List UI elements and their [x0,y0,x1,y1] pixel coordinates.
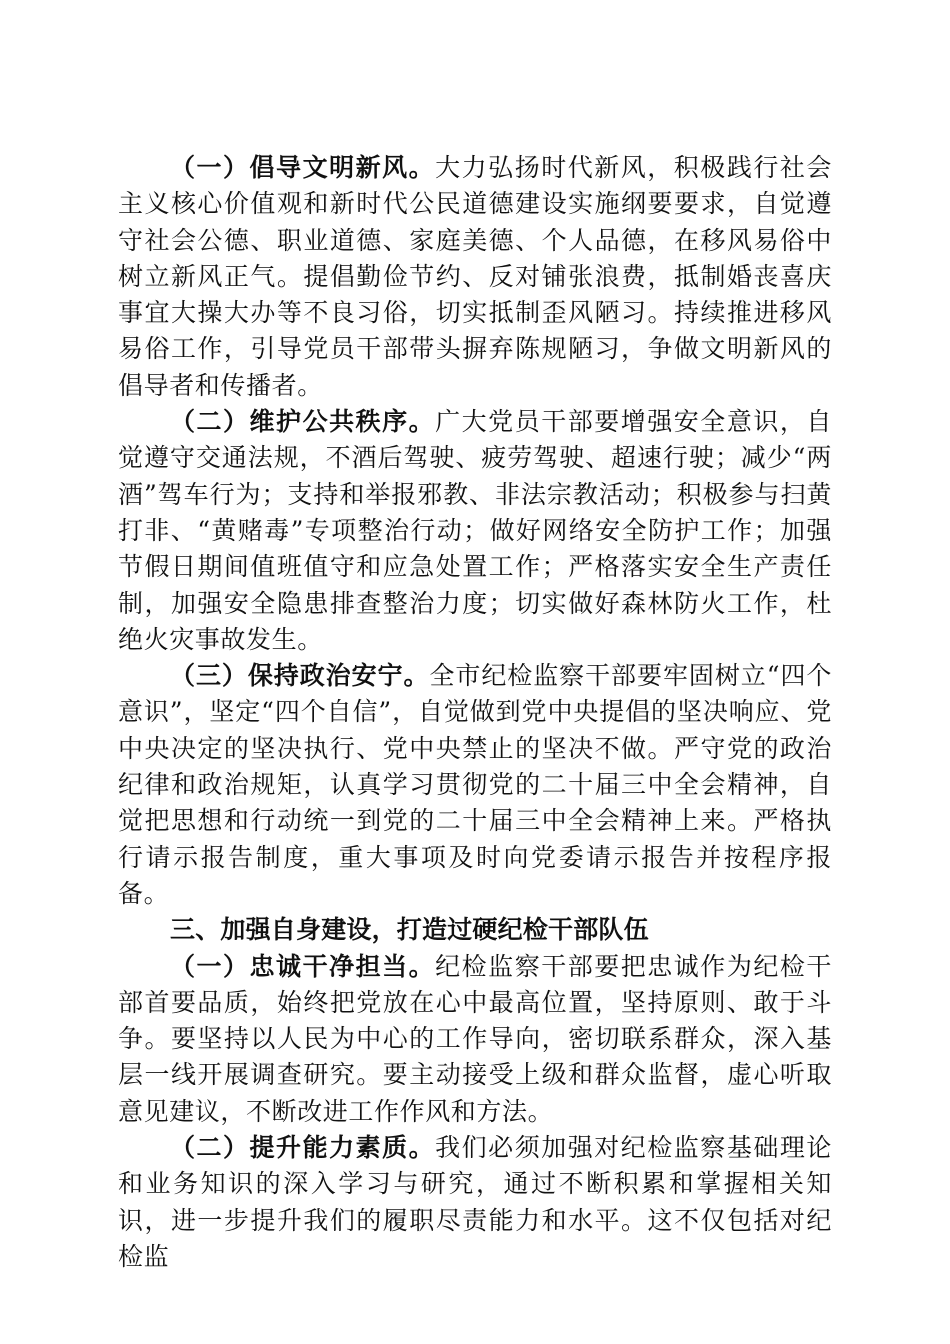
paragraph-public-order [118,404,832,658]
paragraph-lead: （一）忠诚干净担当。 [170,951,436,981]
paragraph-advocate-civilization [118,150,832,404]
paragraph-ability [118,1130,832,1275]
paragraph-lead: （三）保持政治安宁。 [170,661,430,691]
paragraph-lead: （一）倡导文明新风。 [170,153,436,182]
paragraph-text: 全市纪检监察干部要牢固树立“四个意识”，坚定“四个自信”，自觉做到党中央提倡的坚决响应、党中央决定的坚决执行、党中央禁止的坚决不做。严守党的政治纪律和政治规矩，认真学习贯彻党的二十届三中全会精神，自觉把思想和行动统一到党的二十届三中全会精神上来。严格执行请示报告制度，重大事项及时向党委请示报告并按程序报备。 [118,661,832,908]
section-heading: 三、加强自身建设，打造过硬纪检干部队伍 [170,915,649,945]
document-body [118,150,832,1275]
paragraph-text: 大力弘扬时代新风，积极践行社会主义核心价值观和新时代公民道德建设实施纲要要求，自觉遵守社会公德、职业道德、家庭美德、个人品德，在移风易俗中树立新风正气。提倡勤俭节约、反对铺张浪费，抵制婚丧喜庆事宜大操大办等不良习俗，切实抵制歪风陋习。持续推进移风易俗工作，引导党员干部带头摒弃陈规陋习，争做文明新风的倡导者和传播者。 [118,153,832,400]
paragraph-lead: （二）提升能力素质。 [170,1133,436,1163]
paragraph-loyalty [118,949,832,1130]
paragraph-political-stability [118,658,832,912]
paragraph-text: 纪检监察干部要把忠诚作为纪检干部首要品质，始终把党放在心中最高位置，坚持原则、敢于斗争。要坚持以人民为中心的工作导向，密切联系群众，深入基层一线开展调查研究。要主动接受上级和群众监督，虚心听取意见建议，不断改进工作作风和方法。 [118,951,832,1126]
paragraph-text: 我们必须加强对纪检监察基础理论和业务知识的深入学习与研究，通过不断积累和掌握相关知识，进一步提升我们的履职尽责能力和水平。这不仅包括对纪检监 [118,1133,832,1271]
paragraph-lead: （二）维护公共秩序。 [170,407,436,437]
paragraph-text: 广大党员干部要增强安全意识，自觉遵守交通法规，不酒后驾驶、疲劳驾驶、超速行驶；减少“两酒”驾车行为；支持和举报邪教、非法宗教活动；积极参与扫黄打非、“黄赌毒”专项整治行动；做好网络安全防护工作；加强节假日期间值班值守和应急处置工作；严格落实安全生产责任制，加强安全隐患排查整治力度；切实做好森林防火工作，杜绝火灾事故发生。 [118,407,832,654]
